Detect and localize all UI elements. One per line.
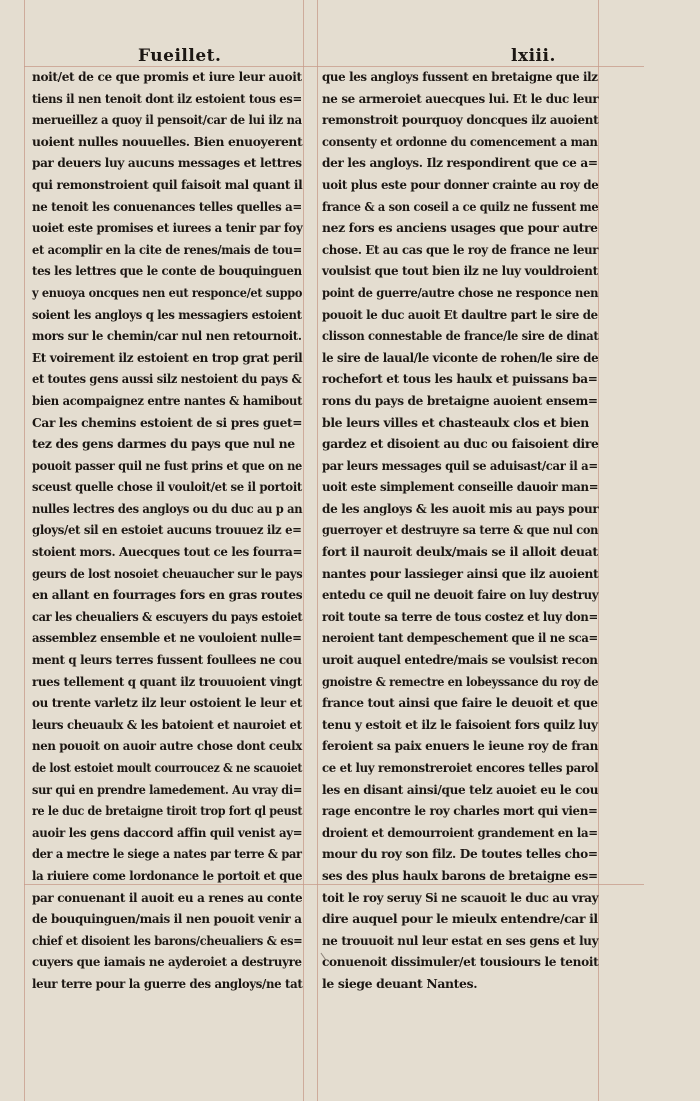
- text-line: stoient mors. Auecques tout ce les fourra=: [32, 544, 303, 560]
- text-line: ou trente varletz ilz leur ostoient le leur et: [32, 695, 302, 711]
- text-line: tenu y estoit et ilz le faisoient fors quilz luy: [322, 716, 598, 732]
- text-line: re le duc de bretaigne tiroit trop fort ql peust: [32, 803, 303, 819]
- text-line: toit le roy seruy Si ne scauoit le duc au vray: [322, 889, 599, 905]
- text-line: france & a son coseil a ce quilz ne fussent me: [322, 198, 599, 214]
- text-line: car les cheualiers & escuyers du pays estoiet: [32, 608, 303, 624]
- text-line: Et voirement ilz estoient en trop grat peril: [32, 349, 303, 365]
- text-line: cuyers que iamais ne ayderoiet a destruyre: [32, 954, 302, 970]
- text-line: feroient sa paix enuers le ieune roy de fran: [322, 738, 599, 754]
- text-line: mour du roy son filz. De toutes telles cho=: [322, 846, 598, 862]
- text-line: et toutes gens aussi silz nestoient du pays &: [32, 371, 302, 387]
- text-line: pouoit passer quil ne fust prins et que on ne: [32, 457, 302, 473]
- text-line: ce et luy remonstreroiet encores telles parol: [322, 760, 599, 775]
- text-line: der a mectre le siege a nates par terre & par: [32, 846, 302, 862]
- text-line: Car les chemins estoient de si pres guet=: [32, 414, 303, 430]
- text-line: uoit este simplement conseille dauoir man=: [322, 479, 599, 495]
- text-line: nantes pour lassieger ainsi que ilz auoient: [322, 565, 599, 581]
- text-line: ne se armeroiet auecques lui. Et le duc leur: [322, 90, 599, 106]
- text-line: rons du pays de bretaigne auoient ensem=: [322, 392, 598, 408]
- text-line: merueillez a quoy il pensoit/car de lui ilz na: [32, 112, 302, 128]
- right-column-inner-rule: [317, 0, 318, 1101]
- text-line: de les angloys & les auoit mis au pays pour: [322, 500, 599, 516]
- text-line: et acomplir en la cite de renes/mais de tou=: [32, 241, 302, 257]
- text-line: uoient nulles nouuelles. Bien enuoyerent: [32, 133, 303, 149]
- left-margin-rule: [24, 0, 25, 1101]
- text-line: voulsist que tout bien ilz ne luy vouldroient: [322, 263, 598, 279]
- text-line: tes les lettres que le conte de bouquinguen: [32, 263, 302, 279]
- text-line: uoiet este promises et iurees a tenir par foy: [32, 220, 303, 236]
- text-line: leur terre pour la guerre des angloys/ne tat: [32, 975, 303, 991]
- left-column-inner-rule: [303, 0, 304, 1101]
- text-line: fort il nauroit deulx/mais se il alloit deuat: [322, 544, 598, 560]
- text-line: mors sur le chemin/car nul nen retournoit.: [32, 328, 302, 344]
- text-line: neroient tant dempeschement que il ne sca=: [322, 630, 598, 646]
- right-text-column: [322, 66, 598, 995]
- header-left-folio: Fueillet.: [138, 46, 222, 66]
- text-line: chose. Et au cas que le roy de france ne leur: [322, 241, 599, 257]
- right-margin-rule: [598, 0, 599, 1101]
- text-line: nen pouoit on auoir autre chose dont ceulx: [32, 738, 302, 754]
- text-line: pouoit le duc auoit Et daultre part le sire de: [322, 306, 598, 322]
- text-line: bien acompaignez entre nantes & hamibout: [32, 392, 303, 408]
- text-line: remonstroit pourquoy doncques ilz auoient: [322, 112, 599, 128]
- text-line: uoit plus este pour donner crainte au roy de: [322, 176, 599, 192]
- text-line: que les angloys fussent en bretaigne que ilz: [322, 69, 598, 84]
- text-line: france tout ainsi que faire le deuoit et que: [322, 695, 598, 711]
- text-line: conuenoit dissimuler/et tousiours le tenoit: [322, 954, 599, 970]
- text-line: roit toute sa terre de tous costez et luy don=: [322, 608, 598, 624]
- text-line: ment q leurs terres fussent foullees ne cou: [32, 652, 302, 668]
- text-line: gloys/et sil en estoiet aucuns trouuez ilz e=: [32, 522, 302, 538]
- text-line: tez des gens darmes du pays que nul ne: [32, 436, 295, 452]
- text-line: le siege deuant Nantes.: [322, 975, 478, 991]
- text-line: sceust quelle chose il vouloit/et se il portoit: [32, 479, 302, 495]
- text-line: gnoistre & remectre en lobeyssance du roy de: [322, 673, 599, 689]
- text-line: en allant en fourrages fors en gras routes: [32, 587, 303, 603]
- text-line: chief et disoient les barons/cheualiers & es=: [32, 932, 303, 948]
- text-line: dire auquel pour le mieulx entendre/car il: [322, 911, 598, 927]
- text-line: guerroyer et destruyre sa terre & que nul con: [322, 522, 599, 538]
- text-line: sur qui en prendre lamedement. Au vray di=: [32, 781, 303, 797]
- text-line: par deuers luy aucuns messages et lettres: [32, 155, 302, 171]
- text-line: soient les angloys q les messagiers estoient: [32, 306, 302, 322]
- text-line: par conuenant il auoit eu a renes au conte: [32, 889, 303, 905]
- text-line: ne trouuoit nul leur estat en ses gens et luy: [322, 932, 599, 948]
- text-line: nez fors es anciens usages que pour autre: [322, 220, 598, 236]
- text-line: auoir les gens daccord affin quil venist ay=: [32, 824, 303, 840]
- text-line: y enuoya oncques nen eut responce/et suppo: [32, 284, 303, 300]
- text-line: nulles lectres des angloys ou du duc au p an: [32, 500, 303, 516]
- header-right-folio: lxiii.: [511, 46, 556, 66]
- text-line: ne tenoit les conuenances telles quelles a=: [32, 198, 302, 214]
- text-line: le sire de laual/le viconte de rohen/le sire de: [322, 349, 599, 365]
- text-line: ble leurs villes et chasteaulx clos et bien: [322, 414, 589, 430]
- text-line: consenty et ordonne du comencement a man: [322, 133, 598, 149]
- text-line: clisson connestable de france/le sire de dinat: [322, 328, 599, 344]
- text-line: uroit auquel entedre/mais se voulsist recon: [322, 652, 598, 668]
- text-line: les en disant ainsi/que telz auoiet eu le cou: [322, 781, 599, 797]
- text-line: de lost estoiet moult courroucez & ne scauoiet: [32, 760, 303, 775]
- left-text-column: [32, 66, 302, 995]
- text-line: der les angloys. Ilz respondirent que ce a=: [322, 155, 598, 171]
- text-line: de bouquinguen/mais il nen pouoit venir a: [32, 911, 302, 927]
- text-line: entedu ce quil ne deuoit faire on luy destruy: [322, 587, 599, 603]
- text-line: point de guerre/autre chose ne responce nen: [322, 284, 599, 300]
- text-line: rochefort et tous les haulx et puissans ba=: [322, 371, 598, 387]
- text-line: qui remonstroient quil faisoit mal quant il: [32, 176, 303, 192]
- text-line: leurs cheuaulx & les batoient et nauroiet et: [32, 716, 302, 732]
- text-line: par leurs messages quil se aduisast/car il a=: [322, 457, 598, 473]
- text-line: geurs de lost nosoiet cheuaucher sur le pays: [32, 565, 303, 581]
- text-line: rues tellement q quant ilz trouuoient vingt: [32, 673, 302, 689]
- text-line: gardez et disoient au duc ou faisoient dire: [322, 436, 599, 452]
- text-line: noit/et de ce que promis et iure leur auoit: [32, 69, 302, 84]
- text-line: ses des plus haulx barons de bretaigne es=: [322, 867, 598, 883]
- text-line: droient et demourroient grandement en la=: [322, 824, 598, 840]
- text-line: assemblez ensemble et ne vouloient nulle=: [32, 630, 302, 646]
- text-line: la riuiere come lordonance le portoit et que: [32, 867, 303, 883]
- text-line: tiens il nen tenoit dont ilz estoient tous es=: [32, 90, 302, 106]
- text-line: rage encontre le roy charles mort qui vien=: [322, 803, 598, 819]
